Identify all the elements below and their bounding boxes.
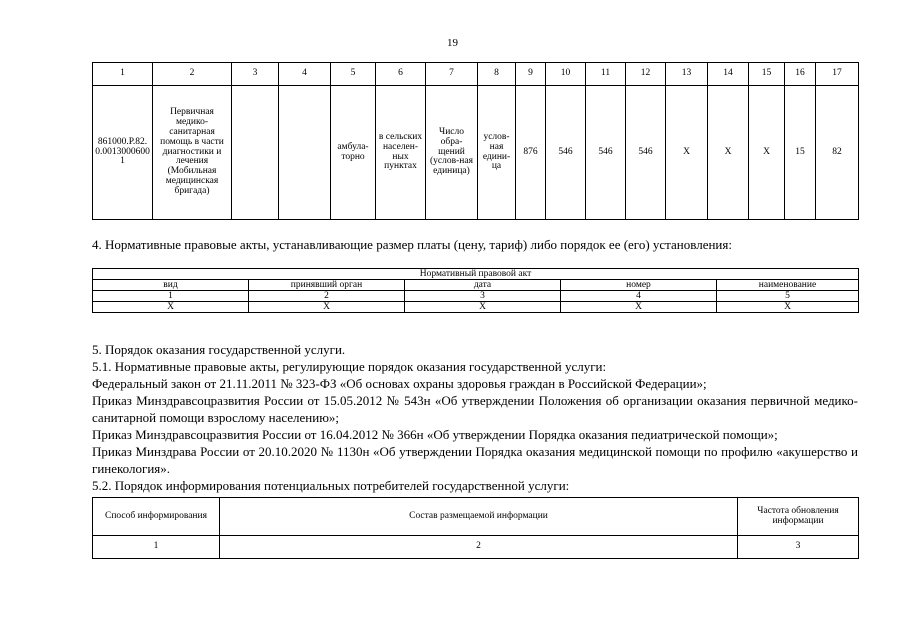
value-cell: 876	[516, 86, 546, 220]
unit-cell: услов-ная едини-ца	[478, 86, 516, 220]
table-row	[93, 302, 859, 313]
column-header: принявший орган	[249, 280, 405, 291]
column-number: 3	[232, 63, 279, 86]
column-number: 5	[717, 291, 859, 302]
table-caption: Нормативный правовой акт	[93, 269, 859, 280]
value-cell: Х	[708, 86, 749, 220]
column-number: 4	[279, 63, 331, 86]
section-5-1-title: 5.1. Нормативные правовые акты, регулирующие порядок оказания государственной услуги:	[92, 359, 607, 374]
column-number: 2	[153, 63, 232, 86]
information-table	[92, 497, 859, 559]
column-number: 9	[516, 63, 546, 86]
location-cell: в сельских населен-ных пунктах	[376, 86, 426, 220]
section-5-2-title: 5.2. Порядок информирования потенциальных потребителей государственной услуги:	[92, 478, 570, 493]
column-number: 15	[749, 63, 785, 86]
section-5	[92, 341, 858, 494]
column-header: дата	[405, 280, 561, 291]
law-item: Приказ Минздравсоцразвития России от 15.05.2012 № 543н «Об утверждении Положения об организации оказания первичной медико-санитарной помощи взрослому населению»;	[92, 393, 858, 425]
table-cell	[279, 86, 331, 220]
value-cell: 546	[546, 86, 586, 220]
column-number: 1	[93, 291, 249, 302]
column-header: Частота обновления информации	[738, 498, 859, 536]
column-number: 3	[405, 291, 561, 302]
column-number: 5	[331, 63, 376, 86]
column-number: 11	[586, 63, 626, 86]
value-cell: Х	[666, 86, 708, 220]
column-number: 4	[561, 291, 717, 302]
service-name-cell: Первичная медико-санитарная помощь в части диагностики и лечения (Мобильная медицинская бригада)	[153, 86, 232, 220]
law-item: Приказ Минздравсоцразвития России от 16.04.2012 № 366н «Об утверждении Порядка оказания педиатрической помощи»;	[92, 427, 778, 442]
page-number: 19	[447, 37, 458, 49]
table-header-row	[93, 63, 859, 86]
column-number: 6	[376, 63, 426, 86]
column-number: 10	[546, 63, 586, 86]
column-number: 3	[738, 536, 859, 559]
table-header-row	[93, 498, 859, 536]
table-row	[93, 86, 859, 220]
value-cell: 546	[586, 86, 626, 220]
column-number: 14	[708, 63, 749, 86]
table-row	[93, 291, 859, 302]
table-row	[93, 536, 859, 559]
indicator-cell: Число обра-щений (услов-ная единица)	[426, 86, 478, 220]
column-header: Состав размещаемой информации	[220, 498, 738, 536]
registry-code-cell: 861000.Р.82.0.00130006001	[93, 86, 153, 220]
section-5-title: 5. Порядок оказания государственной услуги.	[92, 342, 346, 357]
column-header: вид	[93, 280, 249, 291]
column-number: 2	[220, 536, 738, 559]
value-cell: 82	[816, 86, 859, 220]
column-header: наименование	[717, 280, 859, 291]
column-number: 13	[666, 63, 708, 86]
table-cell: Х	[561, 302, 717, 313]
table-cell: Х	[93, 302, 249, 313]
column-number: 12	[626, 63, 666, 86]
column-number: 1	[93, 63, 153, 86]
column-number: 16	[785, 63, 816, 86]
table-caption-row	[93, 269, 859, 280]
table-cell: Х	[717, 302, 859, 313]
table-cell: Х	[405, 302, 561, 313]
normative-acts-table	[92, 268, 859, 313]
value-cell: Х	[749, 86, 785, 220]
column-header: Способ информирования	[93, 498, 220, 536]
table-cell: Х	[249, 302, 405, 313]
table-cell	[232, 86, 279, 220]
column-number: 2	[249, 291, 405, 302]
law-item: Приказ Минздрава России от 20.10.2020 № 1130н «Об утверждении Порядка оказания медицинской помощи по профилю «акушерство и гинекология».	[92, 444, 858, 476]
conditions-cell: амбула-торно	[331, 86, 376, 220]
column-number: 8	[478, 63, 516, 86]
column-header: номер	[561, 280, 717, 291]
services-volume-table	[92, 62, 859, 220]
law-item: Федеральный закон от 21.11.2011 № 323-ФЗ «Об основах охраны здоровья граждан в Российской Федерации»;	[92, 376, 707, 391]
column-number: 1	[93, 536, 220, 559]
section-4-title: 4. Нормативные правовые акты, устанавливающие размер платы (цену, тариф) либо порядок ее (его) установления:	[92, 237, 732, 252]
column-number: 7	[426, 63, 478, 86]
table-header-row	[93, 280, 859, 291]
column-number: 17	[816, 63, 859, 86]
value-cell: 546	[626, 86, 666, 220]
value-cell: 15	[785, 86, 816, 220]
